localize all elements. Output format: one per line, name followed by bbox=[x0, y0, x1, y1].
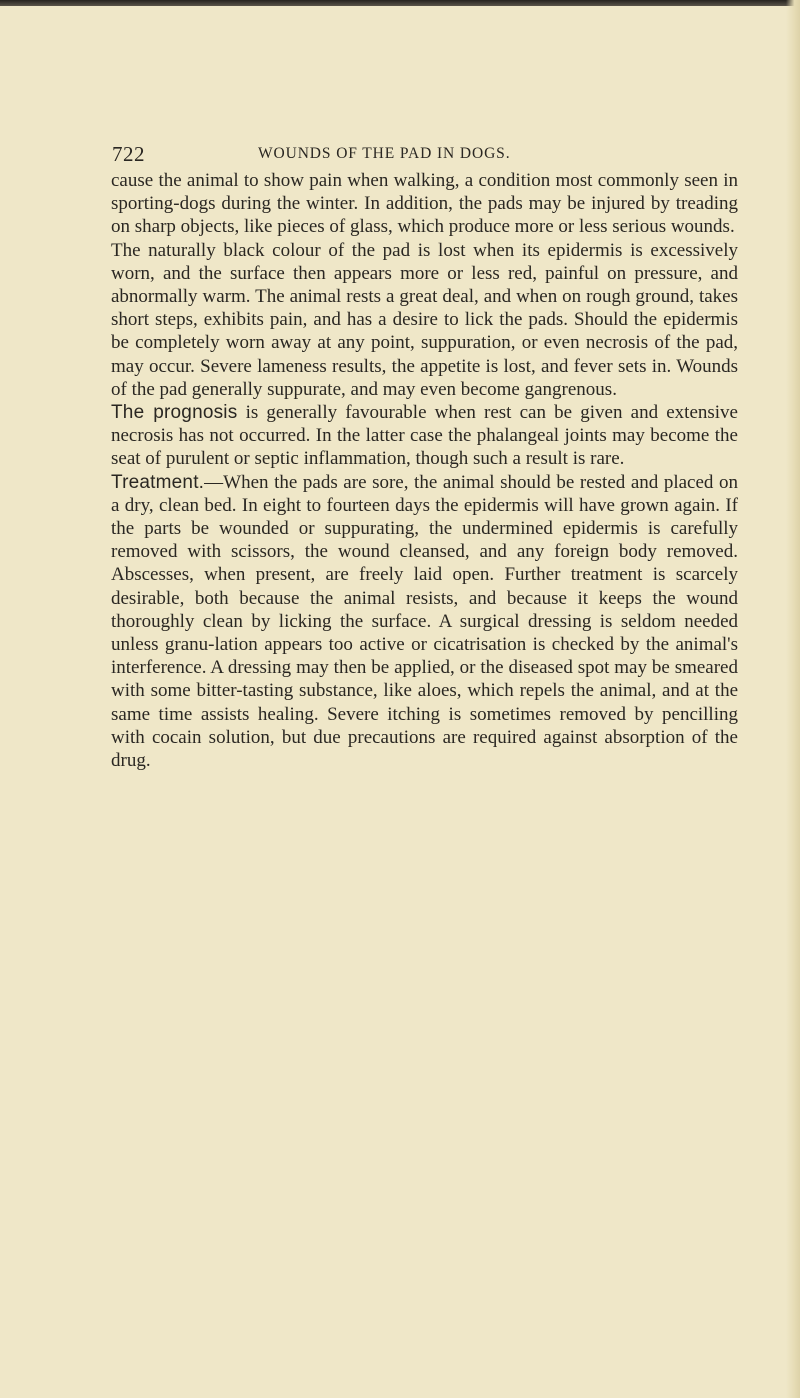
paragraph-continuation: cause the animal to show pain when walking, a condition most commonly seen in sporting-dogs during the winter. In addition, the pads may be injured by treading on sharp objects, like pieces of glass, which produce more or less serious wounds. bbox=[111, 170, 738, 238]
scan-right-edge bbox=[786, 0, 800, 1398]
running-title: WOUNDS OF THE PAD IN DOGS. bbox=[258, 145, 511, 162]
prognosis-text: is generally favourable when rest can be given and extensive necrosis has not occurred. In the latter case the phalangeal joints may become the seat of purulent or septic inflammation, though such a result is rare. bbox=[111, 402, 738, 470]
prognosis-heading: The prognosis bbox=[111, 402, 238, 424]
treatment-text: —When the pads are sore, the animal should be rested and placed on a dry, clean bed. In eight to fourteen days the epidermis will have grown again. If the parts be wounded or suppurating, the undermined epidermis is carefully removed with scissors, the wound cleansed, and any foreign body removed. Abscesses, when present, are freely laid open. Further treatment is scarcely desirable, both because the animal resists, and because it keeps the wound thoroughly clean by licking the surface. A surgical dressing is seldom needed unless granu-lation appears too active or cicatrisation is checked by the animal's interference. A dressing may then be applied, or the diseased spot may be smeared with some bitter-tasting substance, like aloes, which repels the animal, and at the same time assists healing. Severe itching is sometimes removed by pencilling with cocain solution, but due precautions are required against absorption of the drug. bbox=[111, 471, 738, 772]
paragraph-prognosis bbox=[111, 401, 738, 471]
treatment-heading: Treatment. bbox=[111, 471, 205, 493]
paragraph-treatment bbox=[111, 471, 738, 773]
scan-top-edge bbox=[0, 0, 800, 6]
paragraph-symptoms: The naturally black colour of the pad is lost when its epidermis is excessively worn, and the surface then appears more or less red, painful on pressure, and abnormally warm. The animal rests a great deal, and when on rough ground, takes short steps, exhibits pain, and has a desire to lick the pads. Should the epidermis be completely worn away at any point, suppuration, or even necrosis of the pad, may occur. Severe lameness results, the appetite is lost, and fever sets in. Wounds of the pad generally suppurate, and may even become gangrenous. bbox=[111, 239, 738, 400]
body-text bbox=[111, 169, 738, 772]
page-number: 722 bbox=[112, 142, 145, 166]
